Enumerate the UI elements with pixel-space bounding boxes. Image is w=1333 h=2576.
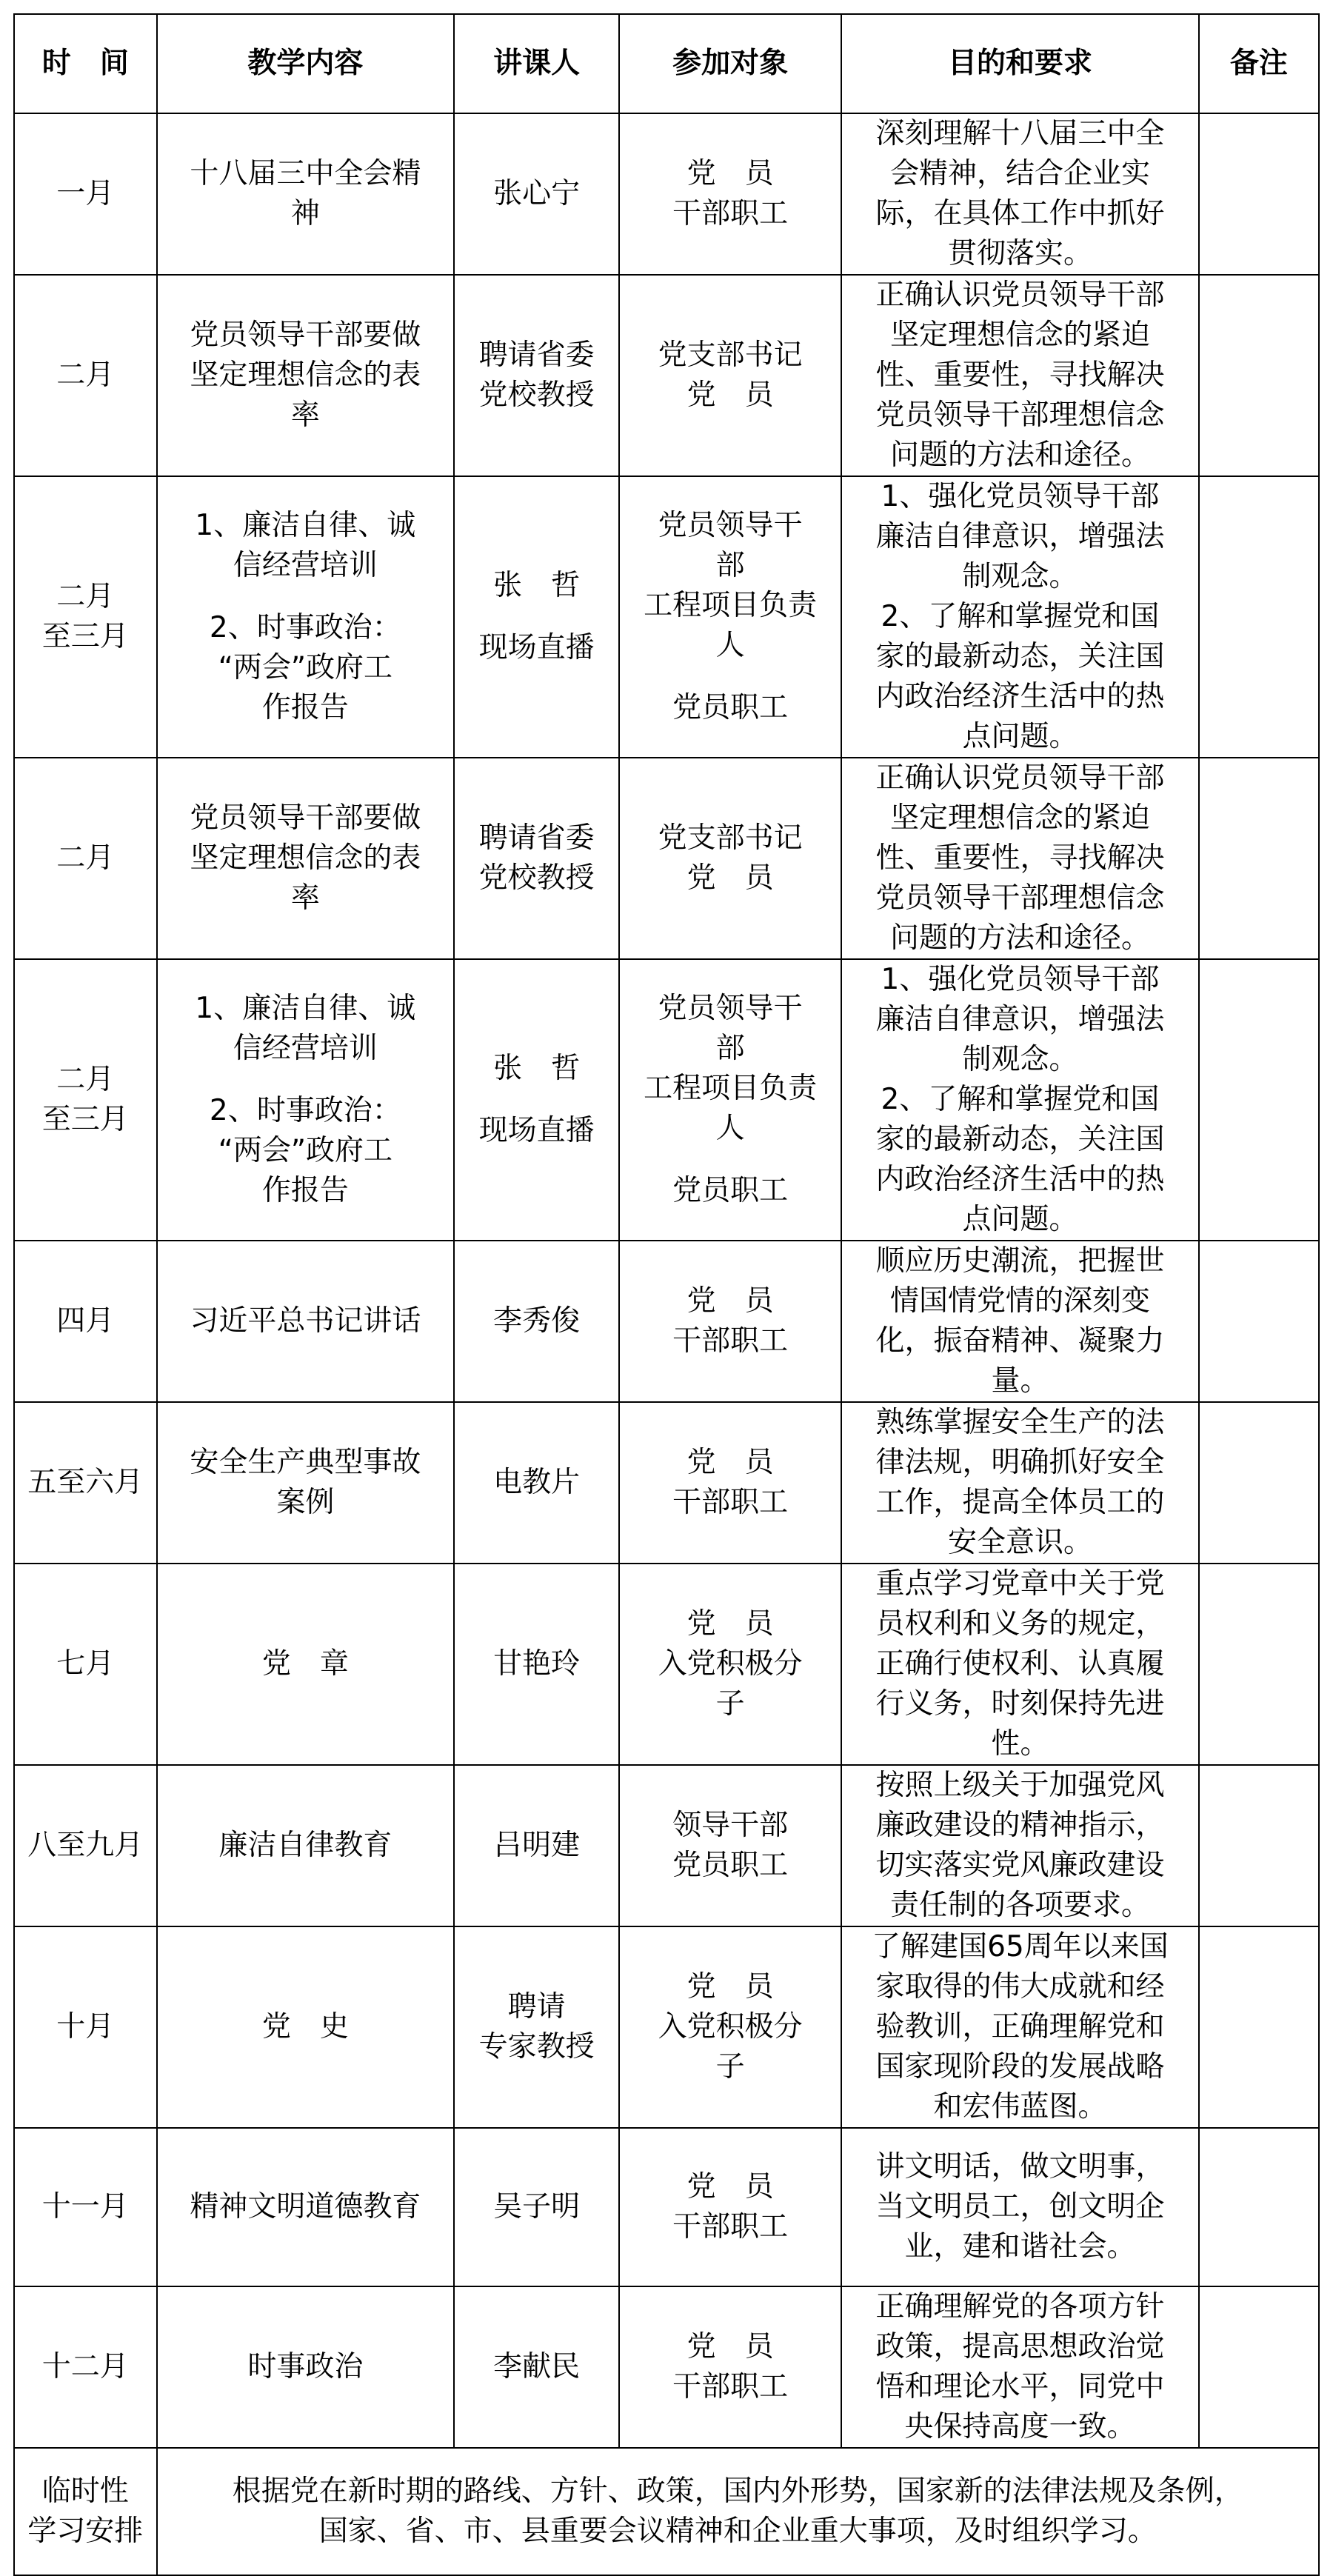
cell-content-line: 廉洁自律教育 bbox=[218, 1829, 392, 1862]
cell-goal-line: 性、重要性，寻找解决 bbox=[875, 841, 1165, 875]
cell-audience-line: 人 bbox=[715, 629, 745, 662]
paragraph-gap bbox=[162, 1069, 449, 1091]
cell-audience bbox=[619, 275, 841, 476]
cell-goal-line: 律法规，明确抓好安全 bbox=[875, 1446, 1165, 1479]
cell-goal-line: 国家现阶段的发展战略 bbox=[875, 2050, 1165, 2083]
cell-audience bbox=[619, 476, 841, 758]
cell-goal-line: 制观念。 bbox=[962, 1043, 1078, 1076]
cell-content-line: 作报告 bbox=[261, 691, 349, 724]
header-teacher: 讲课人 bbox=[454, 14, 619, 113]
cell-teacher bbox=[454, 959, 619, 1241]
cell-goal-line: 正确行使权利、认真履 bbox=[875, 1647, 1165, 1681]
cell-goal-line: 正确理解党的各项方针 bbox=[875, 2290, 1165, 2323]
cell-goal-line: 央保持高度一致。 bbox=[904, 2410, 1136, 2443]
cell-teacher bbox=[454, 1564, 619, 1765]
cell-content-line: 党 史 bbox=[261, 2010, 349, 2043]
header-goal: 目的和要求 bbox=[841, 14, 1199, 113]
cell-teacher-line: 聘请省委 bbox=[478, 338, 595, 372]
cell-time bbox=[14, 1402, 157, 1564]
paragraph-gap bbox=[459, 1089, 614, 1111]
cell-audience-line: 部 bbox=[715, 1032, 745, 1065]
header-row bbox=[14, 14, 1319, 113]
cell-time-line: 十月 bbox=[56, 2010, 115, 2043]
cell-goal-line: 廉洁自律意识，增强法 bbox=[875, 520, 1165, 553]
cell-audience-line: 党 员 bbox=[686, 1607, 774, 1641]
header-audience: 参加对象 bbox=[619, 14, 841, 113]
cell-content bbox=[157, 758, 454, 959]
cell-note bbox=[1199, 758, 1319, 959]
cell-content-line: 坚定理想信念的表 bbox=[190, 841, 421, 875]
cell-audience-line: 党员职工 bbox=[672, 691, 789, 724]
cell-goal-line: 深刻理解十八届三中全 bbox=[875, 117, 1165, 150]
cell-teacher-line: 党校教授 bbox=[478, 378, 595, 412]
cell-content-line: 2、时事政治： bbox=[209, 611, 401, 644]
cell-note bbox=[1199, 2286, 1319, 2448]
cell-goal-line: 当文明员工，创文明企 bbox=[875, 2190, 1165, 2223]
cell-teacher-line: 吴子明 bbox=[493, 2190, 581, 2223]
cell-content-line: 1、廉洁自律、诚 bbox=[195, 992, 416, 1025]
header-note: 备注 bbox=[1199, 14, 1319, 113]
cell-time bbox=[14, 2128, 157, 2286]
cell-audience-line: 干部职工 bbox=[672, 1324, 789, 1358]
cell-teacher bbox=[454, 1402, 619, 1564]
cell-audience bbox=[619, 2286, 841, 2448]
cell-goal bbox=[841, 1402, 1199, 1564]
table-row bbox=[14, 275, 1319, 476]
cell-time bbox=[14, 959, 157, 1241]
cell-goal-line: 熟练掌握安全生产的法 bbox=[875, 1406, 1165, 1439]
cell-audience-line: 干部职工 bbox=[672, 2370, 789, 2403]
table-row bbox=[14, 1241, 1319, 1402]
cell-teacher-line: 李献民 bbox=[493, 2350, 581, 2383]
cell-goal-line: 家的最新动态，关注国 bbox=[875, 1123, 1165, 1156]
cell-note bbox=[1199, 1765, 1319, 1926]
cell-audience-line: 入党积极分 bbox=[658, 2010, 803, 2043]
cell-time bbox=[14, 1926, 157, 2128]
cell-content-line: 习近平总书记讲话 bbox=[190, 1304, 421, 1338]
cell-goal-line: 家的最新动态，关注国 bbox=[875, 640, 1165, 673]
cell-goal-line: 了解建国65周年以来国 bbox=[872, 1930, 1169, 1963]
cell-teacher bbox=[454, 113, 619, 275]
cell-teacher bbox=[454, 758, 619, 959]
cell-audience-line: 党 员 bbox=[686, 1284, 774, 1318]
cell-audience-line: 党 员 bbox=[686, 157, 774, 190]
cell-audience-line: 党 员 bbox=[686, 1446, 774, 1479]
cell-goal-line: 情国情党情的深刻变 bbox=[889, 1284, 1150, 1318]
cell-teacher-line: 现场直播 bbox=[478, 1114, 595, 1147]
final-row-text-line: 国家、省、市、县重要会议精神和企业重大事项，及时组织学习。 bbox=[318, 2515, 1157, 2548]
cell-goal bbox=[841, 1926, 1199, 2128]
cell-audience-line: 工程项目负责 bbox=[644, 589, 818, 622]
cell-audience-line: 党 员 bbox=[686, 861, 774, 895]
cell-content-line: 作报告 bbox=[261, 1174, 349, 1207]
cell-goal-line: 员权利和义务的规定， bbox=[875, 1607, 1165, 1641]
cell-time-line: 二月 bbox=[56, 841, 115, 875]
cell-audience bbox=[619, 1765, 841, 1926]
cell-content-line: 案例 bbox=[276, 1486, 335, 1519]
cell-content-line: 2、时事政治： bbox=[209, 1094, 401, 1127]
cell-audience-line: 党员职工 bbox=[672, 1849, 789, 1882]
cell-teacher-line: 电教片 bbox=[493, 1466, 581, 1499]
cell-content-line: 精神文明道德教育 bbox=[190, 2190, 421, 2223]
cell-time-line: 二月 bbox=[56, 1063, 115, 1096]
cell-goal-line: 家取得的伟大成就和经 bbox=[875, 1970, 1165, 2003]
cell-time-line: 一月 bbox=[56, 177, 115, 210]
cell-note bbox=[1199, 1564, 1319, 1765]
table-row bbox=[14, 1402, 1319, 1564]
cell-goal-line: 坚定理想信念的紧迫 bbox=[889, 318, 1150, 352]
cell-audience-line: 干部职工 bbox=[672, 2210, 789, 2243]
final-row-label-line: 临时性 bbox=[41, 2475, 129, 2508]
cell-time bbox=[14, 113, 157, 275]
cell-teacher-line: 张 哲 bbox=[493, 569, 581, 602]
cell-audience bbox=[619, 2128, 841, 2286]
cell-goal-line: 顺应历史潮流，把握世 bbox=[875, 1244, 1165, 1278]
cell-content bbox=[157, 1241, 454, 1402]
cell-content-line: 时事政治 bbox=[247, 2350, 364, 2383]
cell-content-line: 坚定理想信念的表 bbox=[190, 358, 421, 392]
header-content: 教学内容 bbox=[157, 14, 454, 113]
table-row bbox=[14, 2128, 1319, 2286]
cell-time bbox=[14, 275, 157, 476]
cell-teacher-line: 专家教授 bbox=[478, 2030, 595, 2063]
cell-time bbox=[14, 758, 157, 959]
cell-goal-line: 际，在具体工作中抓好 bbox=[875, 197, 1165, 230]
cell-audience-line: 干部职工 bbox=[672, 1486, 789, 1519]
cell-audience-line: 人 bbox=[715, 1112, 745, 1145]
cell-time bbox=[14, 476, 157, 758]
cell-goal-line: 会精神，结合企业实 bbox=[889, 157, 1150, 190]
cell-teacher bbox=[454, 275, 619, 476]
cell-goal-line: 2、了解和掌握党和国 bbox=[881, 600, 1160, 633]
cell-goal-line: 1、强化党员领导干部 bbox=[881, 480, 1160, 513]
final-row-text-line: 根据党在新时期的路线、方针、政策，国内外形势，国家新的法律法规及条例， bbox=[232, 2475, 1243, 2508]
cell-goal-line: 悟和理论水平，同党中 bbox=[875, 2370, 1165, 2403]
cell-audience-line: 子 bbox=[715, 2050, 745, 2083]
cell-content-line: 党员领导干部要做 bbox=[190, 801, 421, 835]
cell-goal-line: 廉洁自律意识，增强法 bbox=[875, 1003, 1165, 1036]
cell-content-line: 1、廉洁自律、诚 bbox=[195, 509, 416, 542]
cell-teacher-line: 甘艳玲 bbox=[493, 1647, 581, 1681]
cell-time bbox=[14, 2286, 157, 2448]
cell-time-line: 二月 bbox=[56, 358, 115, 392]
cell-time bbox=[14, 1765, 157, 1926]
cell-time-line: 七月 bbox=[56, 1647, 115, 1681]
cell-audience bbox=[619, 758, 841, 959]
cell-audience-line: 工程项目负责 bbox=[644, 1072, 818, 1105]
table-row bbox=[14, 1564, 1319, 1765]
table-row bbox=[14, 113, 1319, 275]
cell-note bbox=[1199, 959, 1319, 1241]
cell-time-line: 二月 bbox=[56, 580, 115, 613]
cell-audience-line: 党 员 bbox=[686, 1970, 774, 2003]
cell-goal-line: 切实落实党风廉政建设 bbox=[875, 1849, 1165, 1882]
cell-audience bbox=[619, 1564, 841, 1765]
cell-goal bbox=[841, 758, 1199, 959]
cell-goal-line: 问题的方法和途径。 bbox=[889, 438, 1150, 472]
cell-goal-line: 性、重要性，寻找解决 bbox=[875, 358, 1165, 392]
cell-goal-line: 讲文明话，做文明事， bbox=[875, 2150, 1165, 2183]
cell-goal-line: 问题的方法和途径。 bbox=[889, 921, 1150, 955]
cell-goal bbox=[841, 1564, 1199, 1765]
table-row bbox=[14, 758, 1319, 959]
cell-content bbox=[157, 1402, 454, 1564]
cell-teacher bbox=[454, 2286, 619, 2448]
cell-goal-line: 廉政建设的精神指示， bbox=[875, 1809, 1165, 1842]
study-schedule-table bbox=[13, 13, 1320, 2576]
cell-content bbox=[157, 1926, 454, 2128]
cell-time-line: 十二月 bbox=[41, 2350, 129, 2383]
final-row bbox=[14, 2448, 1319, 2575]
cell-audience-line: 部 bbox=[715, 549, 745, 582]
cell-audience-line: 党支部书记 bbox=[658, 338, 803, 372]
cell-audience bbox=[619, 1241, 841, 1402]
final-row-label-line: 学习安排 bbox=[27, 2515, 144, 2548]
cell-audience-line: 党 员 bbox=[686, 2170, 774, 2203]
cell-content-line: 党 章 bbox=[261, 1647, 349, 1681]
cell-teacher-line: 吕明建 bbox=[493, 1829, 581, 1862]
cell-goal-line: 验教训，正确理解党和 bbox=[875, 2010, 1165, 2043]
cell-goal-line: 化，振奋精神、凝聚力 bbox=[875, 1324, 1165, 1358]
cell-note bbox=[1199, 476, 1319, 758]
cell-content-line: 信经营培训 bbox=[233, 549, 378, 582]
header-time: 时 间 bbox=[14, 14, 157, 113]
cell-content bbox=[157, 959, 454, 1241]
cell-content bbox=[157, 476, 454, 758]
cell-content-line: 信经营培训 bbox=[233, 1032, 378, 1065]
cell-audience-line: 领导干部 bbox=[672, 1809, 789, 1842]
cell-teacher-line: 聘请省委 bbox=[478, 821, 595, 855]
cell-content-line: 党员领导干部要做 bbox=[190, 318, 421, 352]
cell-time-line: 至三月 bbox=[41, 1103, 129, 1136]
cell-goal-line: 性。 bbox=[991, 1727, 1049, 1761]
cell-time-line: 十一月 bbox=[41, 2190, 129, 2223]
cell-audience bbox=[619, 113, 841, 275]
cell-audience-line: 党支部书记 bbox=[658, 821, 803, 855]
cell-note bbox=[1199, 275, 1319, 476]
cell-goal-line: 内政治经济生活中的热 bbox=[875, 1163, 1165, 1196]
table-row bbox=[14, 1926, 1319, 2128]
cell-note bbox=[1199, 1241, 1319, 1402]
cell-content bbox=[157, 2128, 454, 2286]
cell-goal-line: 责任制的各项要求。 bbox=[889, 1889, 1150, 1922]
cell-teacher-line: 张 哲 bbox=[493, 1052, 581, 1085]
paragraph-gap bbox=[624, 1149, 836, 1171]
paragraph-gap bbox=[459, 606, 614, 628]
cell-goal-line: 点问题。 bbox=[962, 1203, 1078, 1236]
cell-goal-line: 党员领导干部理想信念 bbox=[875, 881, 1165, 915]
cell-note bbox=[1199, 113, 1319, 275]
cell-goal-line: 按照上级关于加强党风 bbox=[875, 1769, 1165, 1802]
cell-audience-line: 党 员 bbox=[686, 378, 774, 412]
cell-goal-line: 业，建和谐社会。 bbox=[904, 2230, 1136, 2263]
cell-goal bbox=[841, 1241, 1199, 1402]
cell-goal-line: 工作，提高全体员工的 bbox=[875, 1486, 1165, 1519]
cell-goal-line: 坚定理想信念的紧迫 bbox=[889, 801, 1150, 835]
table-row bbox=[14, 959, 1319, 1241]
cell-content-line: 安全生产典型事故 bbox=[190, 1446, 421, 1479]
table-row bbox=[14, 476, 1319, 758]
cell-goal-line: 量。 bbox=[991, 1364, 1049, 1398]
cell-content-line: “两会”政府工 bbox=[218, 1134, 393, 1167]
cell-goal-line: 1、强化党员领导干部 bbox=[881, 963, 1160, 996]
cell-time bbox=[14, 1241, 157, 1402]
cell-goal bbox=[841, 113, 1199, 275]
cell-content-line: 率 bbox=[290, 398, 320, 432]
cell-goal-line: 2、了解和掌握党和国 bbox=[881, 1083, 1160, 1116]
cell-goal-line: 制观念。 bbox=[962, 560, 1078, 593]
paragraph-gap bbox=[162, 586, 449, 608]
cell-teacher bbox=[454, 1926, 619, 2128]
cell-goal-line: 和宏伟蓝图。 bbox=[933, 2090, 1107, 2123]
cell-goal bbox=[841, 959, 1199, 1241]
cell-goal-line: 点问题。 bbox=[962, 720, 1078, 753]
cell-content-line: 率 bbox=[290, 881, 320, 915]
cell-time-line: 五至六月 bbox=[27, 1466, 144, 1499]
cell-teacher bbox=[454, 1765, 619, 1926]
cell-audience bbox=[619, 1402, 841, 1564]
cell-teacher-line: 李秀俊 bbox=[493, 1304, 581, 1338]
cell-goal-line: 安全意识。 bbox=[947, 1526, 1092, 1559]
cell-teacher-line: 现场直播 bbox=[478, 631, 595, 664]
cell-teacher-line: 聘请 bbox=[507, 1990, 566, 2023]
cell-goal bbox=[841, 1765, 1199, 1926]
cell-audience-line: 子 bbox=[715, 1687, 745, 1721]
cell-teacher bbox=[454, 2128, 619, 2286]
cell-content-line: 神 bbox=[290, 197, 320, 230]
cell-teacher-line: 党校教授 bbox=[478, 861, 595, 895]
paragraph-gap bbox=[624, 666, 836, 688]
cell-content bbox=[157, 113, 454, 275]
cell-note bbox=[1199, 2128, 1319, 2286]
cell-time-line: 四月 bbox=[56, 1304, 115, 1338]
cell-content bbox=[157, 1564, 454, 1765]
cell-audience-line: 党员职工 bbox=[672, 1174, 789, 1207]
cell-note bbox=[1199, 1402, 1319, 1564]
cell-time-line: 至三月 bbox=[41, 620, 129, 653]
cell-goal bbox=[841, 2128, 1199, 2286]
cell-audience-line: 党 员 bbox=[686, 2330, 774, 2363]
cell-time bbox=[14, 1564, 157, 1765]
cell-audience-line: 党员领导干 bbox=[658, 509, 803, 542]
cell-goal-line: 贯彻落实。 bbox=[947, 237, 1092, 270]
table-row bbox=[14, 2286, 1319, 2448]
cell-goal bbox=[841, 275, 1199, 476]
cell-goal-line: 重点学习党章中关于党 bbox=[875, 1567, 1165, 1601]
final-row-label bbox=[14, 2448, 157, 2575]
cell-audience bbox=[619, 1926, 841, 2128]
cell-goal-line: 正确认识党员领导干部 bbox=[875, 278, 1165, 312]
cell-time-line: 八至九月 bbox=[27, 1829, 144, 1862]
cell-content bbox=[157, 2286, 454, 2448]
cell-content-line: 十八届三中全会精 bbox=[190, 157, 421, 190]
cell-audience-line: 干部职工 bbox=[672, 197, 789, 230]
cell-goal bbox=[841, 2286, 1199, 2448]
cell-audience-line: 入党积极分 bbox=[658, 1647, 803, 1681]
cell-content bbox=[157, 1765, 454, 1926]
table-row bbox=[14, 1765, 1319, 1926]
cell-goal-line: 内政治经济生活中的热 bbox=[875, 680, 1165, 713]
cell-teacher bbox=[454, 476, 619, 758]
cell-content-line: “两会”政府工 bbox=[218, 651, 393, 684]
cell-teacher bbox=[454, 1241, 619, 1402]
cell-goal-line: 政策，提高思想政治觉 bbox=[875, 2330, 1165, 2363]
cell-goal-line: 行义务，时刻保持先进 bbox=[875, 1687, 1165, 1721]
cell-content bbox=[157, 275, 454, 476]
cell-goal-line: 党员领导干部理想信念 bbox=[875, 398, 1165, 432]
cell-goal-line: 正确认识党员领导干部 bbox=[875, 761, 1165, 795]
cell-note bbox=[1199, 1926, 1319, 2128]
final-row-text bbox=[157, 2448, 1319, 2575]
cell-audience bbox=[619, 959, 841, 1241]
cell-goal bbox=[841, 476, 1199, 758]
cell-teacher-line: 张心宁 bbox=[493, 177, 581, 210]
cell-audience-line: 党员领导干 bbox=[658, 992, 803, 1025]
